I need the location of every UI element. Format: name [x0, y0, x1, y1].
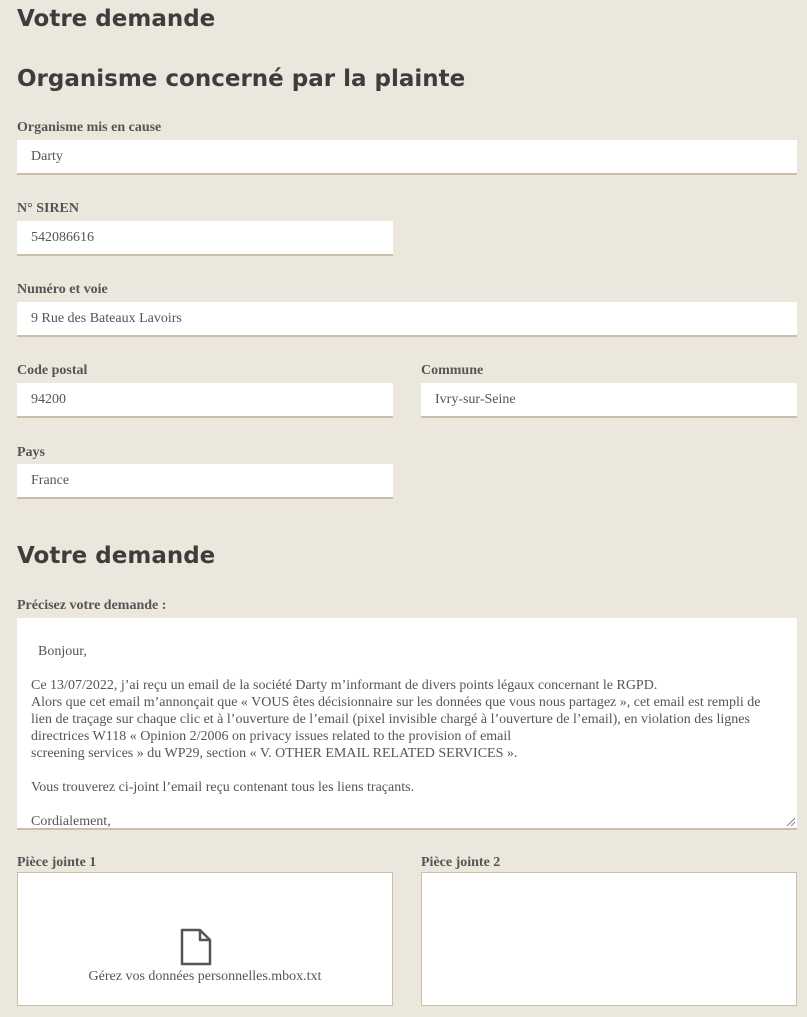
label-organisme: Organisme mis en cause [17, 120, 162, 135]
code-postal-input[interactable] [31, 392, 379, 408]
file-icon [180, 928, 212, 966]
label-pays: Pays [17, 445, 45, 460]
label-piece-jointe-1: Pièce jointe 1 [17, 855, 97, 870]
demande-textarea[interactable] [17, 618, 797, 830]
voie-input[interactable] [31, 311, 783, 327]
section-title-organisme: Organisme concerné par la plainte [17, 66, 466, 92]
label-siren: N° SIREN [17, 201, 80, 216]
organisme-input[interactable] [31, 149, 783, 165]
siren-input[interactable] [31, 230, 379, 246]
organisme-field[interactable] [17, 140, 797, 175]
label-commune: Commune [421, 363, 484, 378]
commune-field[interactable] [421, 383, 797, 418]
label-piece-jointe-2: Pièce jointe 2 [421, 855, 501, 870]
section-title-demande: Votre demande [17, 543, 216, 569]
label-voie: Numéro et voie [17, 282, 108, 297]
demande-text: Bonjour, Ce 13/07/2022, j’ai reçu un email de la société Darty m’informant de divers points légaux concernant le RGPD. Alors que cet email m’annonçait que « VOUS êtes décisionnaire sur les données que vous nous partagez », cet email est rempli de lien de traçage sur chaque clic et à l’ouverture de l’email (pixel invisible chargé à l’ouverture de l’email), en violation des lignes directrices W118 « Opinion 2/2006 on privacy issues related to the provision of email screening services » du WP29, section « V. OTHER EMAIL RELATED SERVICES ». Vous trouverez ci-joint l’email reçu contenant tous les liens traçants. Cordialement, [31, 644, 761, 829]
pays-field[interactable] [17, 464, 393, 499]
commune-input[interactable] [435, 392, 783, 408]
piece-jointe-1-filename: Gérez vos données personnelles.mbox.txt [88, 969, 322, 984]
resize-handle-icon[interactable] [785, 816, 795, 826]
pays-input[interactable] [31, 473, 379, 489]
piece-jointe-1-dropzone[interactable] [17, 872, 393, 1006]
page-title: Votre demande [17, 6, 216, 32]
voie-field[interactable] [17, 302, 797, 337]
code-postal-field[interactable] [17, 383, 393, 418]
label-code-postal: Code postal [17, 363, 88, 378]
siren-field[interactable] [17, 221, 393, 256]
piece-jointe-2-dropzone[interactable] [421, 872, 797, 1006]
label-demande: Précisez votre demande : [17, 598, 167, 613]
